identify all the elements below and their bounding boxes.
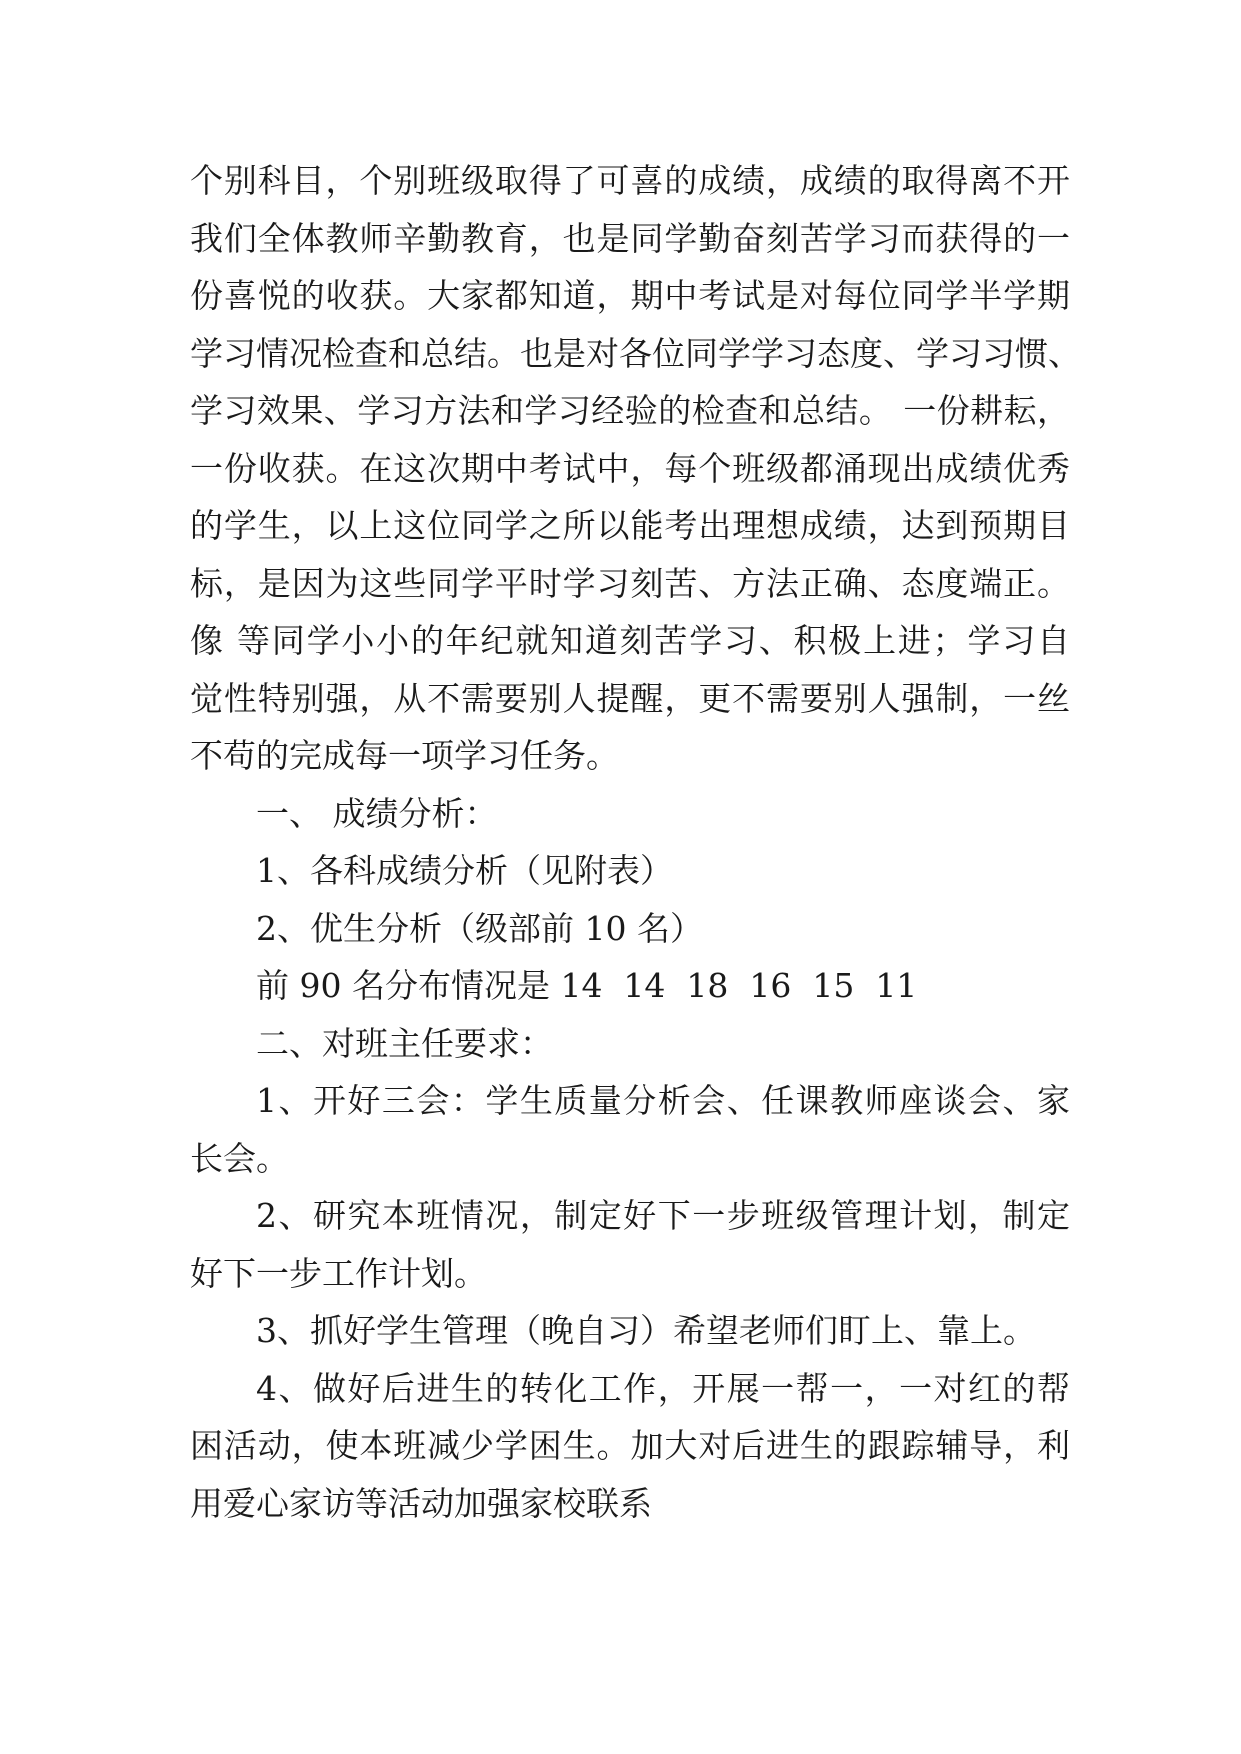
section-heading: 二、对班主任要求：	[256, 1023, 553, 1063]
list-item: 4、做好后进生的转化工作，开展一帮一，一对红的帮	[256, 1368, 1070, 1408]
paragraph-line: 不苟的完成每一项学习任务。	[190, 736, 619, 775]
paragraph-line: 像 等同学小小的年纪就知道刻苦学习、积极上进；学习自	[190, 621, 1070, 660]
list-item: 2、研究本班情况，制定好下一步班级管理计划，制定	[256, 1196, 1070, 1235]
list-item-continuation: 用爱心家访等活动加强家校联系	[190, 1483, 652, 1523]
list-item: 2、优生分析（级部前 10 名）	[256, 908, 703, 948]
list-item-continuation: 长会。	[190, 1138, 289, 1178]
paragraph-line: 份喜悦的收获。大家都知道，期中考试是对每位同学半学期	[190, 276, 1070, 315]
section-heading: 一、 成绩分析：	[256, 793, 498, 833]
paragraph-line: 的学生，以上这位同学之所以能考出理想成绩，达到预期目	[190, 506, 1070, 545]
list-item-continuation: 好下一步工作计划。	[190, 1253, 487, 1293]
list-item: 3、抓好学生管理（晚自习）希望老师们盯上、靠上。	[256, 1311, 1036, 1350]
list-item: 1、各科成绩分析（见附表）	[256, 851, 673, 890]
paragraph-line: 我们全体教师辛勤教育，也是同学勤奋刻苦学习而获得的一	[190, 218, 1070, 258]
document-body	[190, 152, 1081, 1532]
paragraph-line: 一份收获。在这次期中考试中，每个班级都涌现出成绩优秀	[190, 448, 1070, 488]
list-item: 1、开好三会：学生质量分析会、任课教师座谈会、家	[256, 1081, 1070, 1120]
list-item-continuation: 困活动，使本班减少学困生。加大对后进生的跟踪辅导，利	[190, 1426, 1070, 1465]
paragraph-line: 标，是因为这些同学平时学习刻苦、方法正确、态度端正。	[190, 563, 1070, 603]
paragraph-line: 觉性特别强，从不需要别人提醒，更不需要别人强制，一丝	[190, 678, 1070, 718]
paragraph-line: 个别科目，个别班级取得了可喜的成绩，成绩的取得离不开	[190, 161, 1070, 200]
paragraph-line: 学习效果、学习方法和学习经验的检查和总结。 一份耕耘，	[190, 391, 1070, 430]
distribution-line: 前 90 名分布情况是 14 14 18 16 15 11	[256, 966, 918, 1005]
paragraph-line: 学习情况检查和总结。也是对各位同学学习态度、学习习惯、	[190, 333, 1081, 373]
